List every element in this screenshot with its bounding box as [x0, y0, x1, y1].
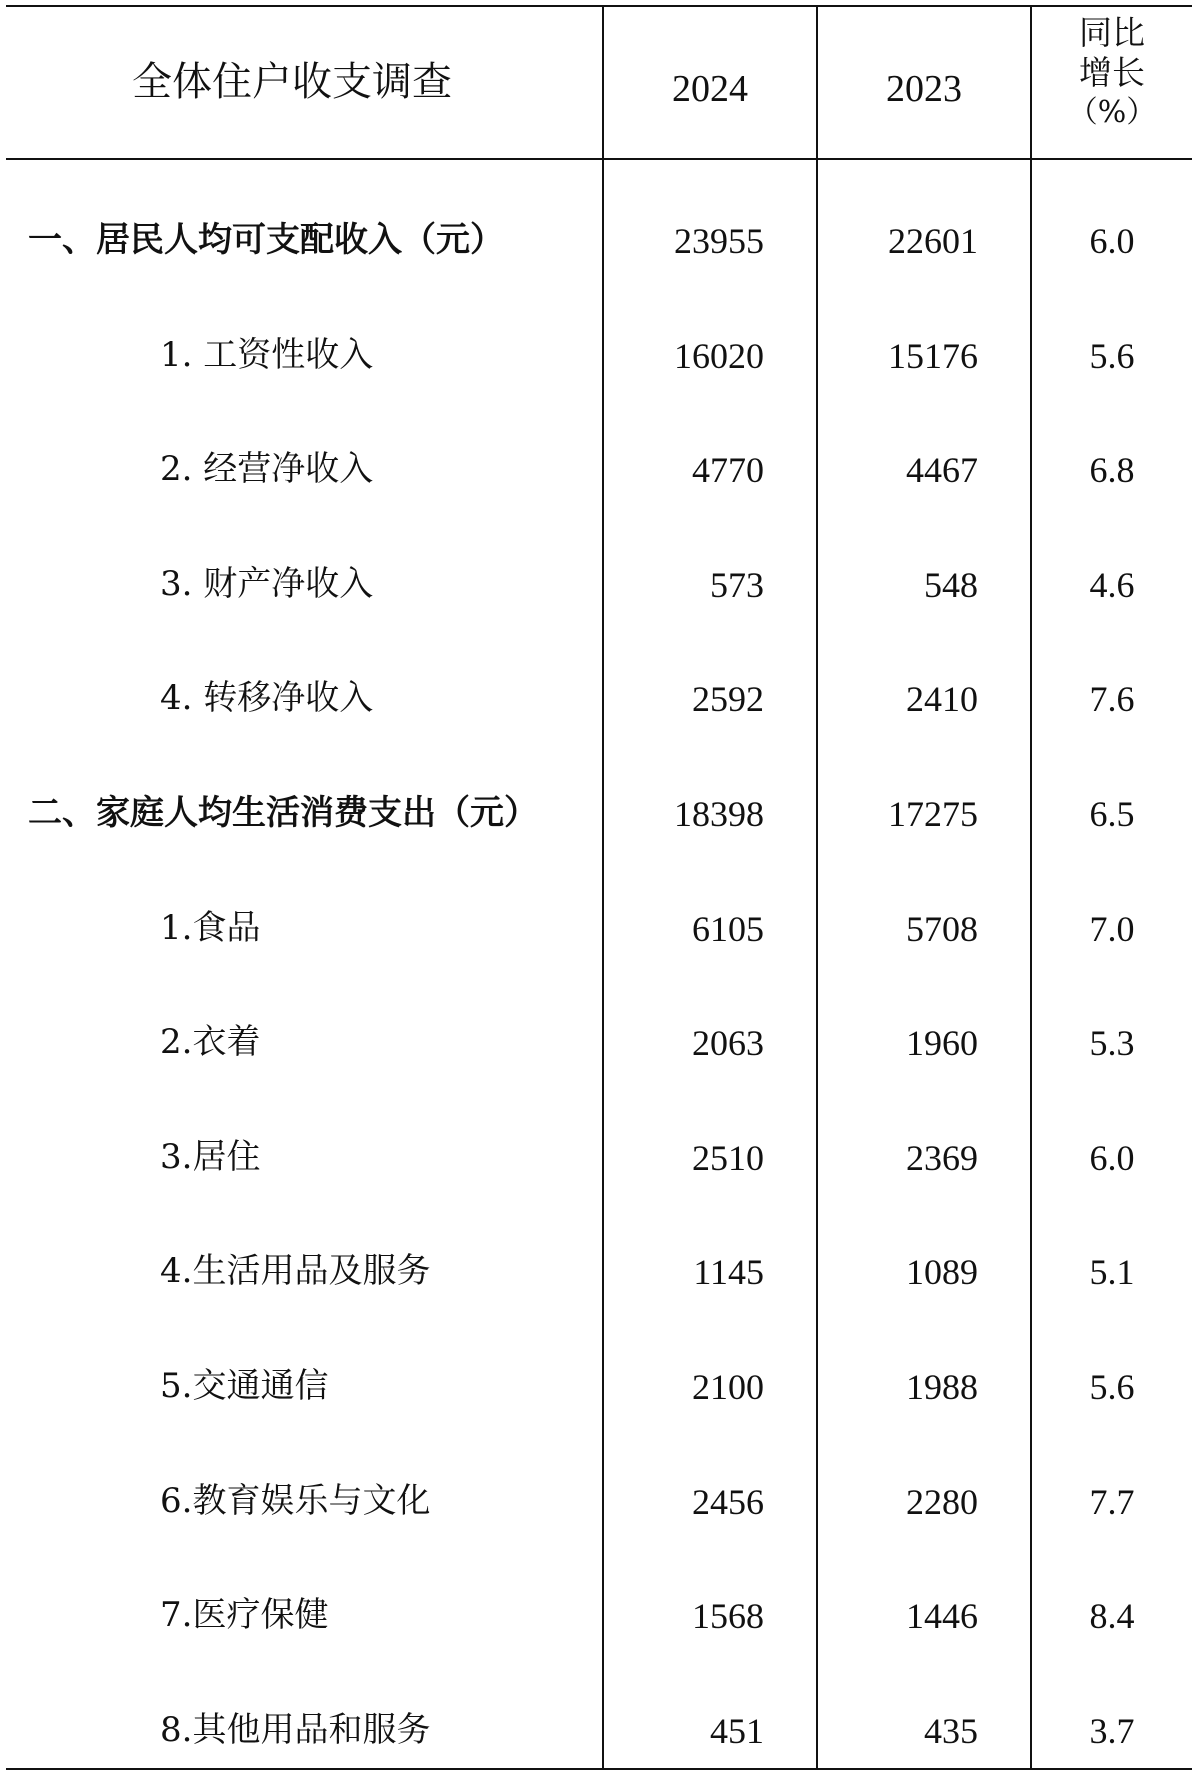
value-2023: 435 — [924, 1711, 978, 1751]
top-rule — [6, 5, 1192, 7]
value-2024: 18398 — [674, 794, 764, 834]
value-2024: 1568 — [692, 1596, 764, 1636]
value-2023: 4467 — [906, 450, 978, 490]
value-2024: 451 — [710, 1711, 764, 1751]
item-label: 2. 经营净收入 — [160, 449, 374, 489]
column-header-2023: 2023 — [886, 68, 962, 110]
growth-percent: 5.6 — [1089, 1367, 1135, 1407]
growth-percent: 7.7 — [1089, 1482, 1135, 1522]
growth-percent: 5.1 — [1089, 1252, 1135, 1292]
growth-percent: 7.6 — [1089, 679, 1135, 719]
value-2023: 1988 — [906, 1367, 978, 1407]
item-label: 4.生活用品及服务 — [160, 1251, 431, 1291]
table-title: 全体住户收支调查 — [132, 59, 452, 105]
value-2023: 1089 — [906, 1252, 978, 1292]
value-2024: 6105 — [692, 909, 764, 949]
value-2023: 1960 — [906, 1023, 978, 1063]
value-2024: 16020 — [674, 336, 764, 376]
value-2024: 23955 — [674, 221, 764, 261]
header-rule — [6, 158, 1192, 160]
value-2023: 15176 — [888, 336, 978, 376]
bottom-rule — [6, 1768, 1192, 1770]
value-2024: 2510 — [692, 1138, 764, 1178]
growth-percent: 6.8 — [1089, 450, 1135, 490]
value-2024: 2100 — [692, 1367, 764, 1407]
growth-percent: 8.4 — [1089, 1596, 1135, 1636]
item-label: 6.教育娱乐与文化 — [160, 1481, 431, 1521]
value-2023: 2410 — [906, 679, 978, 719]
growth-header-line1: 同比 — [1079, 13, 1145, 52]
growth-percent: 6.5 — [1089, 794, 1135, 834]
category-label: 二、家庭人均生活消费支出（元） — [28, 793, 538, 833]
value-2024: 2592 — [692, 679, 764, 719]
category-label: 一、居民人均可支配收入（元） — [28, 220, 504, 260]
value-2023: 2280 — [906, 1482, 978, 1522]
value-2023: 22601 — [888, 221, 978, 261]
item-label: 7.医疗保健 — [160, 1595, 329, 1635]
value-2023: 5708 — [906, 909, 978, 949]
value-2024: 2456 — [692, 1482, 764, 1522]
growth-header-line2: 增长 — [1079, 53, 1145, 92]
growth-percent: 5.6 — [1089, 336, 1135, 376]
growth-percent: 7.0 — [1089, 909, 1135, 949]
growth-header-line3: （%） — [1067, 95, 1157, 130]
item-label: 8.其他用品和服务 — [160, 1710, 431, 1750]
growth-percent: 3.7 — [1089, 1711, 1135, 1751]
column-header-2024: 2024 — [672, 68, 748, 110]
item-label: 3.居住 — [160, 1137, 261, 1177]
growth-percent: 6.0 — [1089, 1138, 1135, 1178]
value-2023: 1446 — [906, 1596, 978, 1636]
item-label: 1. 工资性收入 — [160, 335, 374, 375]
item-label: 1.食品 — [160, 908, 261, 948]
value-2024: 573 — [710, 565, 764, 605]
value-2024: 1145 — [693, 1252, 764, 1292]
growth-percent: 4.6 — [1089, 565, 1135, 605]
item-label: 2.衣着 — [160, 1022, 261, 1062]
column-header-growth — [1032, 13, 1192, 130]
value-2023: 17275 — [888, 794, 978, 834]
growth-percent: 6.0 — [1089, 221, 1135, 261]
value-2024: 2063 — [692, 1023, 764, 1063]
item-label: 5.交通通信 — [160, 1366, 329, 1406]
item-label: 4. 转移净收入 — [160, 678, 374, 718]
value-2023: 548 — [924, 565, 978, 605]
growth-percent: 5.3 — [1089, 1023, 1135, 1063]
value-2024: 4770 — [692, 450, 764, 490]
item-label: 3. 财产净收入 — [160, 564, 374, 604]
value-2023: 2369 — [906, 1138, 978, 1178]
